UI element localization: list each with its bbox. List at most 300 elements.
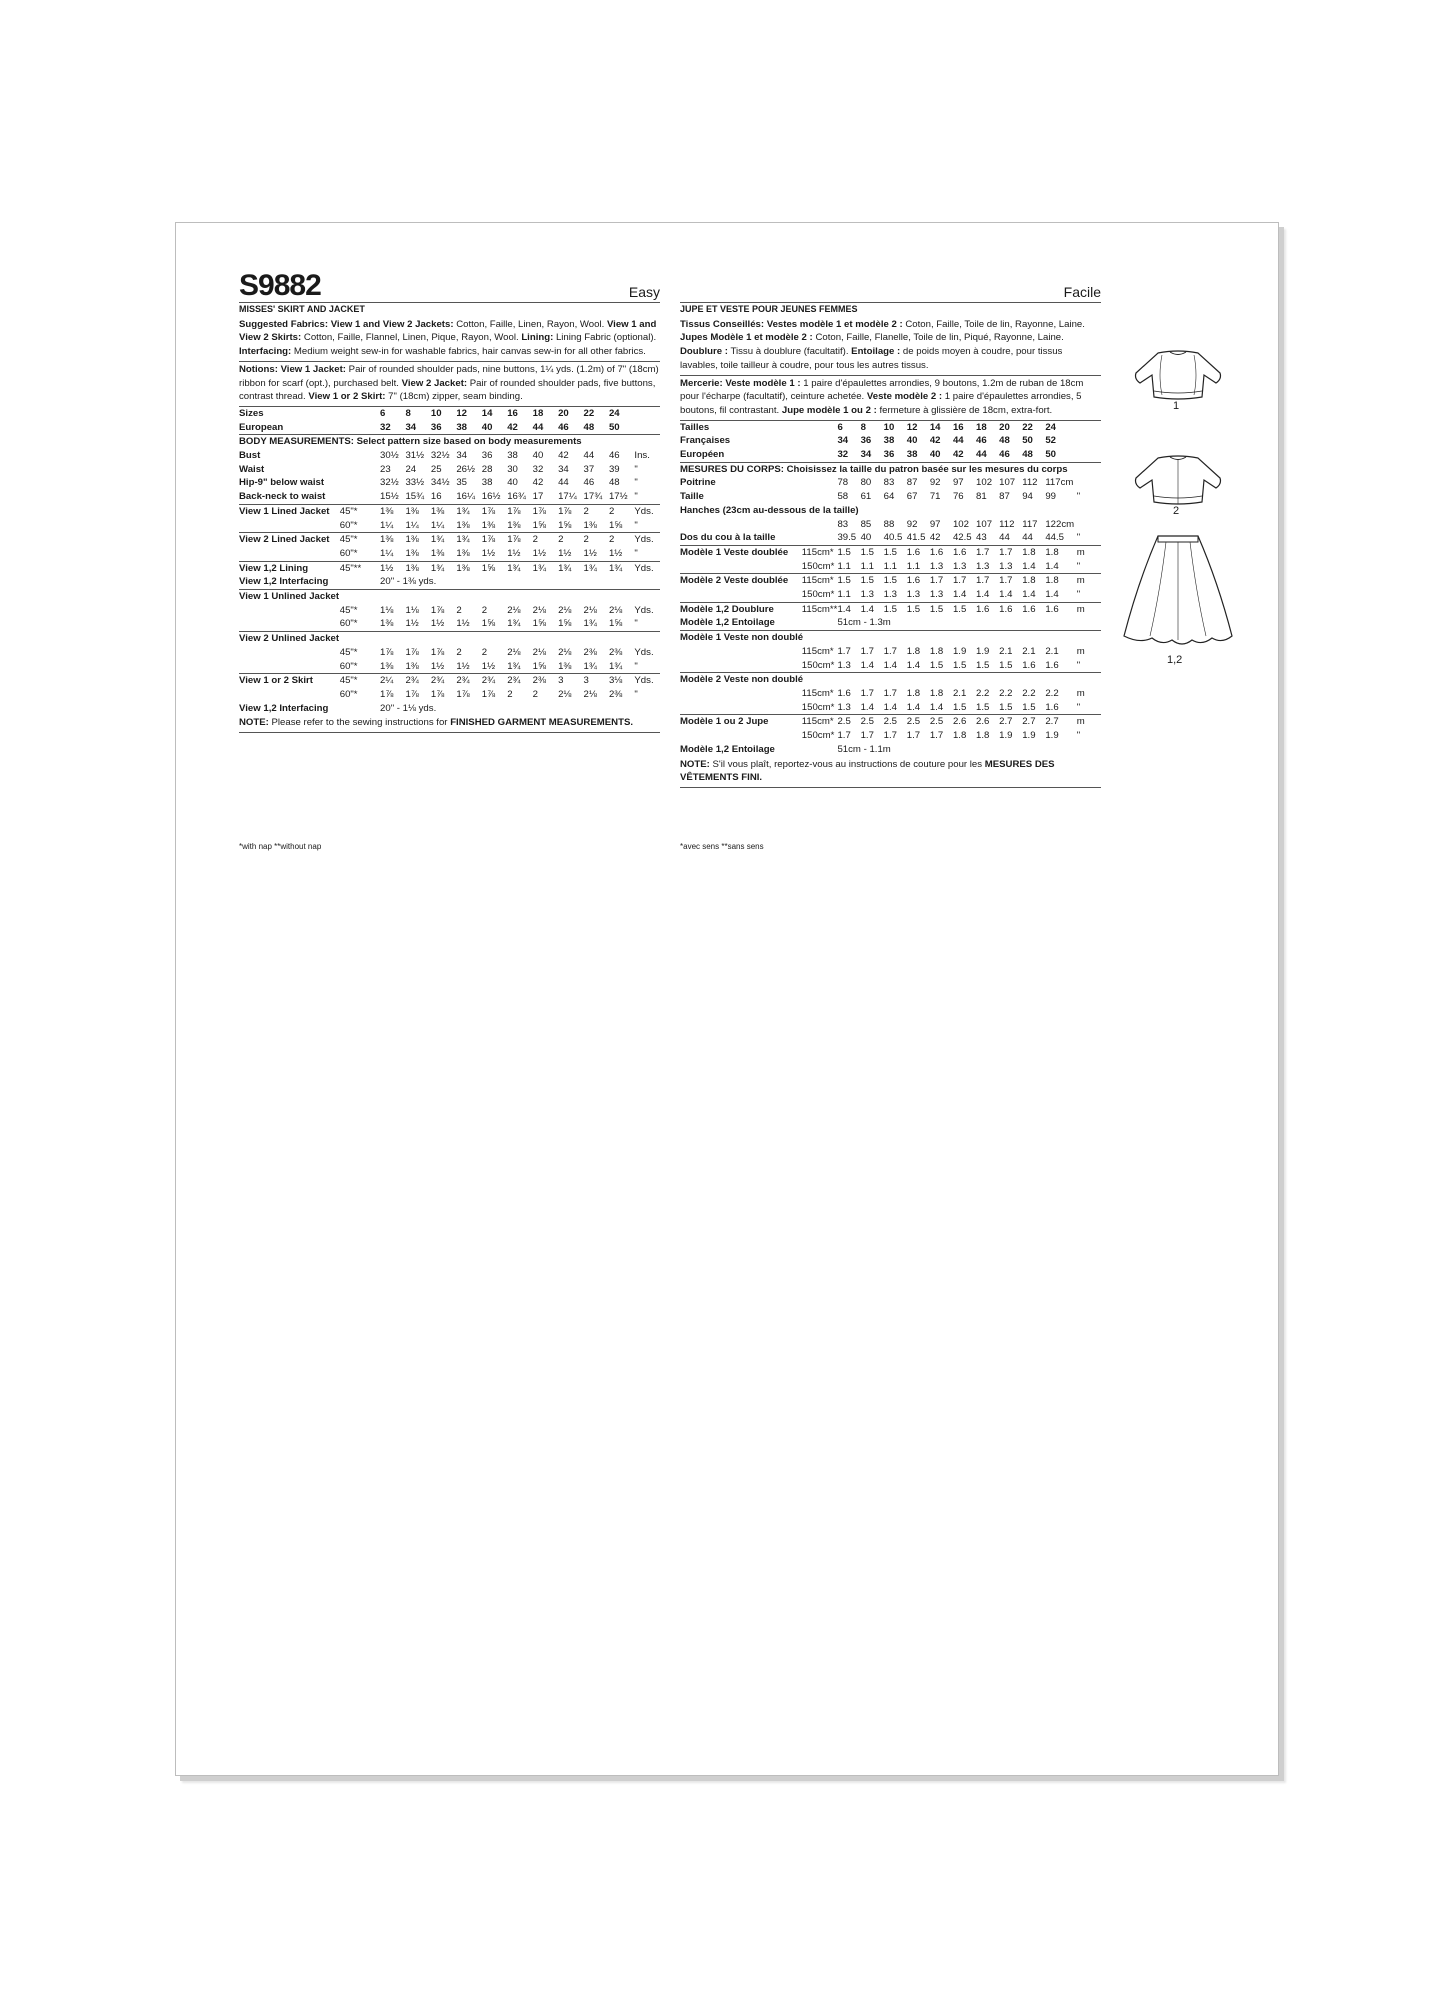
value-cell: 88 bbox=[883, 518, 895, 530]
width-cell: 60"* bbox=[339, 688, 358, 700]
value-cell: 17¾ bbox=[583, 491, 603, 503]
value-cell: 1¾ bbox=[608, 660, 623, 672]
yardage-row bbox=[239, 674, 660, 688]
value-cell: 2.1 bbox=[1045, 645, 1059, 657]
fabrics-label: Suggested Fabrics: View 1 and View 2 Jackets: bbox=[239, 318, 454, 330]
note-label-fr: NOTE: bbox=[680, 758, 710, 770]
value-cell: 1.5 bbox=[907, 602, 930, 616]
width-cell: 150cm* bbox=[801, 730, 835, 742]
value-cell bbox=[1077, 504, 1101, 518]
view-1-label: 1 bbox=[1173, 400, 1180, 412]
width-cell: 150cm* bbox=[801, 589, 835, 601]
value-cell: 1.3 bbox=[883, 589, 897, 601]
lining-label-fr: Doublure : bbox=[680, 346, 728, 358]
value-cell: 92 bbox=[929, 477, 941, 489]
value-cell: 1.4 bbox=[976, 589, 990, 601]
value-cell: 1.4 bbox=[906, 701, 921, 713]
notions bbox=[239, 362, 660, 407]
value-cell: 2⅜ bbox=[533, 674, 558, 688]
yardage-group-label bbox=[680, 631, 1101, 645]
value-cell: 36 bbox=[860, 435, 872, 447]
value-cell: 32½ bbox=[430, 450, 450, 462]
yardage-row bbox=[239, 617, 660, 631]
width-cell bbox=[340, 407, 380, 421]
row-label: View 1 Lined Jacket bbox=[239, 504, 340, 518]
value-cell: 1.5 bbox=[1022, 701, 1036, 713]
yardage-row bbox=[239, 533, 660, 547]
value-cell: 1.6 bbox=[1022, 659, 1036, 671]
lining-text: Lining Fabric (optional). bbox=[555, 332, 657, 344]
view-2-jacket-illustration bbox=[1128, 450, 1228, 510]
value-cell: 2.1 bbox=[1022, 645, 1036, 657]
yardage-amount: 20" - 1⅛ yds. bbox=[380, 702, 437, 714]
english-measurement-table bbox=[239, 407, 660, 715]
value-cell: 1.3 bbox=[929, 560, 944, 572]
body-measurements-title-text: MESURES DU CORPS: Choisissez la taille du patron basée sur les mesures du corps bbox=[680, 462, 1101, 476]
value-cell: 1¾ bbox=[558, 561, 583, 575]
value-cell: 1⅜ bbox=[456, 519, 470, 531]
value-cell: 1⅞ bbox=[380, 646, 394, 658]
value-cell: 2.5 bbox=[907, 715, 930, 729]
value-cell: 1.7 bbox=[883, 687, 897, 699]
width-cell bbox=[802, 531, 838, 545]
notions-label-2-fr: Veste modèle 2 : bbox=[866, 391, 943, 403]
notions-label: Notions: View 1 Jacket: bbox=[239, 363, 346, 375]
value-cell: 52 bbox=[1045, 435, 1056, 447]
value-cell: 1.5 bbox=[976, 701, 990, 713]
yardage-row bbox=[239, 504, 660, 518]
value-cell: m bbox=[1077, 715, 1101, 729]
value-cell: 36 bbox=[430, 421, 442, 433]
row-label bbox=[680, 729, 802, 743]
value-cell: 1.5 bbox=[861, 574, 884, 588]
width-cell bbox=[340, 449, 380, 463]
value-cell: Yds. bbox=[634, 504, 660, 518]
row-label: Hanches (23cm au-dessous de la taille) bbox=[680, 504, 859, 516]
width-cell bbox=[802, 490, 838, 504]
value-cell: 2 bbox=[533, 533, 558, 547]
value-cell: 67 bbox=[906, 491, 918, 503]
value-cell bbox=[1045, 504, 1076, 518]
value-cell: 1⅞ bbox=[430, 688, 445, 700]
value-cell: 1¼ bbox=[430, 519, 445, 531]
value-cell: 1.4 bbox=[906, 659, 921, 671]
interfacing-text: Medium weight sew-in for washable fabrics, hair canvas sew-in for all other fabrics. bbox=[293, 346, 646, 358]
value-cell: 2⅛ bbox=[507, 604, 521, 616]
value-cell: 40 bbox=[481, 421, 493, 433]
value-cell: 117cm bbox=[1045, 477, 1074, 489]
value-cell: 1⅝ bbox=[532, 519, 546, 531]
value-cell: 1.6 bbox=[1045, 602, 1076, 616]
row-label bbox=[239, 688, 340, 702]
value-cell: 22 bbox=[1022, 421, 1033, 433]
value-cell: 2⅛ bbox=[507, 646, 521, 658]
value-cell: " bbox=[1076, 701, 1081, 713]
value-cell: 8 bbox=[405, 407, 411, 419]
value-cell: 2.6 bbox=[953, 715, 976, 729]
value-cell: 2¾ bbox=[482, 674, 507, 688]
width-cell: 115cm* bbox=[802, 574, 838, 588]
value-cell: 40 bbox=[906, 435, 918, 447]
value-cell: 1.7 bbox=[883, 645, 897, 657]
value-cell: 1.9 bbox=[999, 730, 1013, 742]
row-label: Back-neck to waist bbox=[239, 491, 326, 503]
row-label: View 2 Lined Jacket bbox=[239, 533, 340, 547]
value-cell: 1⅝ bbox=[558, 618, 572, 630]
row-label: Modèle 1,2 Entoilage bbox=[680, 617, 775, 629]
value-cell: 2⅛ bbox=[532, 646, 546, 658]
value-cell: 1⅝ bbox=[608, 519, 623, 531]
value-cell: m bbox=[1077, 602, 1101, 616]
value-cell: 1⅞ bbox=[456, 688, 470, 700]
value-cell: 2 bbox=[609, 533, 634, 547]
value-cell: 38 bbox=[906, 449, 918, 461]
width-cell bbox=[802, 434, 838, 448]
row-label: Hip-9" below waist bbox=[239, 477, 325, 489]
value-cell: 1.3 bbox=[999, 560, 1013, 572]
value-cell: 83 bbox=[883, 477, 895, 489]
value-cell: 6 bbox=[837, 421, 843, 433]
notions-fr bbox=[680, 376, 1101, 421]
value-cell: 1½ bbox=[481, 547, 496, 559]
row-label bbox=[680, 588, 802, 602]
value-cell: 2.5 bbox=[930, 715, 953, 729]
value-cell: 1⅜ bbox=[431, 504, 456, 518]
row-label: View 1 or 2 Skirt bbox=[239, 674, 340, 688]
value-cell: 2⅛ bbox=[583, 688, 597, 700]
value-cell: 1⅞ bbox=[380, 688, 394, 700]
value-cell: 1.7 bbox=[837, 730, 851, 742]
value-cell: 1⅞ bbox=[507, 533, 532, 547]
width-cell bbox=[802, 421, 838, 435]
value-cell: 87 bbox=[906, 477, 918, 489]
value-cell: 1⅝ bbox=[482, 561, 507, 575]
value-cell: m bbox=[1076, 687, 1085, 699]
value-cell: 1½ bbox=[456, 618, 470, 630]
row-label: Françaises bbox=[680, 435, 731, 447]
skirt-back-view-icon bbox=[1120, 532, 1236, 650]
value-cell: 44 bbox=[1022, 532, 1033, 544]
value-cell: 39.5 bbox=[837, 532, 857, 544]
value-cell: 1.5 bbox=[930, 602, 953, 616]
row-label: Tailles bbox=[680, 421, 710, 433]
value-cell: 1.4 bbox=[1045, 589, 1059, 601]
value-cell: 46 bbox=[558, 421, 569, 433]
value-cell: 1½ bbox=[380, 561, 405, 575]
value-cell: 1.5 bbox=[837, 574, 860, 588]
value-cell: 1.4 bbox=[952, 589, 967, 601]
view-2-label: 2 bbox=[1173, 505, 1180, 517]
french-column bbox=[680, 278, 1101, 788]
value-cell: 2.7 bbox=[1045, 715, 1076, 729]
value-cell: 1.5 bbox=[929, 659, 944, 671]
value-cell: 34 bbox=[558, 463, 569, 475]
value-cell: 1.1 bbox=[883, 560, 897, 572]
value-cell: 1½ bbox=[532, 547, 546, 559]
value-cell: 48 bbox=[999, 435, 1010, 447]
value-cell: 2.5 bbox=[884, 715, 907, 729]
value-cell: 1.9 bbox=[952, 645, 967, 657]
value-cell: 3 bbox=[558, 674, 583, 688]
pattern-number: S9882 bbox=[239, 269, 321, 302]
value-cell: 1.5 bbox=[976, 659, 990, 671]
value-cell: 2.2 bbox=[999, 687, 1013, 699]
value-cell: 1¾ bbox=[609, 561, 634, 575]
width-cell bbox=[340, 490, 380, 504]
interfacing-label-fr: Entoilage : bbox=[851, 346, 901, 358]
value-cell: 1.5 bbox=[884, 545, 907, 559]
yardage-amount: 51cm - 1.1m bbox=[837, 743, 891, 755]
value-cell: 92 bbox=[906, 518, 918, 530]
value-cell: 30½ bbox=[380, 450, 399, 462]
yardage-row bbox=[239, 547, 660, 561]
value-cell: Yds. bbox=[634, 533, 660, 547]
value-cell: 2.6 bbox=[976, 715, 999, 729]
value-cell: 1.5 bbox=[861, 545, 884, 559]
note-text-fr: S'il vous plaît, reportez-vous au instructions de couture pour les bbox=[712, 758, 983, 770]
value-cell: 1.4 bbox=[1045, 560, 1059, 572]
yardage-row bbox=[680, 659, 1101, 673]
value-cell: 1.7 bbox=[860, 687, 874, 699]
english-column bbox=[239, 269, 660, 733]
value-cell: 42 bbox=[929, 435, 941, 447]
value-cell: " bbox=[634, 660, 638, 672]
notions-text-3-fr: fermeture à glissière de 18cm, extra-fort. bbox=[879, 404, 1053, 416]
value-cell: 1.8 bbox=[976, 730, 990, 742]
value-cell: 2 bbox=[507, 688, 513, 700]
value-cell: 1⅜ bbox=[507, 519, 521, 531]
value-cell: 2.5 bbox=[837, 715, 860, 729]
value-cell: 43 bbox=[976, 532, 987, 544]
pattern-title: MISSES' SKIRT AND JACKET bbox=[239, 304, 365, 314]
width-cell: 45"* bbox=[340, 504, 380, 518]
value-cell: m bbox=[1077, 574, 1101, 588]
value-cell: 2 bbox=[456, 604, 462, 616]
row-label: Modèle 1 Veste doublée bbox=[680, 545, 802, 559]
row-label bbox=[239, 660, 340, 674]
value-cell: 1¾ bbox=[507, 618, 521, 630]
value-cell: 1.4 bbox=[883, 701, 897, 713]
value-cell: 30 bbox=[507, 463, 518, 475]
value-cell: 1½ bbox=[558, 547, 572, 559]
yardage-group-label-text: View 2 Unlined Jacket bbox=[239, 632, 660, 646]
value-cell: 2 bbox=[481, 646, 488, 658]
value-cell: 2⅛ bbox=[608, 604, 623, 616]
yardage-group-label-text: View 1 Unlined Jacket bbox=[239, 590, 660, 604]
value-cell: 1.5 bbox=[837, 545, 860, 559]
value-cell: 1.7 bbox=[999, 545, 1022, 559]
value-cell: 20 bbox=[999, 421, 1010, 433]
value-cell: 44 bbox=[952, 435, 964, 447]
value-cell: 1.1 bbox=[837, 560, 851, 572]
row-label bbox=[680, 659, 802, 673]
width-cell: 45"* bbox=[340, 674, 380, 688]
value-cell: 1⅞ bbox=[507, 504, 532, 518]
value-cell: 42 bbox=[929, 532, 941, 544]
value-cell: 16 bbox=[507, 407, 518, 419]
value-cell: 31½ bbox=[405, 450, 425, 462]
row-label: Bust bbox=[239, 450, 261, 462]
value-cell: 18 bbox=[976, 421, 987, 433]
value-cell: 1⅜ bbox=[380, 618, 394, 630]
note-label: NOTE: bbox=[239, 717, 269, 729]
value-cell: 6 bbox=[380, 407, 386, 419]
value-cell: 1.8 bbox=[906, 645, 921, 657]
value-cell: 122cm bbox=[1045, 518, 1075, 530]
value-cell: 1.6 bbox=[953, 545, 976, 559]
english-note bbox=[239, 715, 660, 733]
value-cell: 1⅞ bbox=[430, 604, 445, 616]
value-cell bbox=[634, 421, 660, 435]
body-measurement-row bbox=[680, 504, 1101, 518]
value-cell: 44 bbox=[532, 421, 544, 433]
value-cell: 1⅜ bbox=[405, 561, 430, 575]
yardage-row bbox=[239, 604, 660, 618]
value-cell: " bbox=[1076, 560, 1081, 572]
value-cell bbox=[907, 504, 930, 518]
value-cell: 46 bbox=[608, 450, 620, 462]
value-cell: 1⅜ bbox=[405, 504, 430, 518]
value-cell: " bbox=[634, 463, 638, 475]
value-cell: " bbox=[1076, 659, 1081, 671]
body-measurements-title bbox=[239, 435, 660, 449]
notions-text-3: 7" (18cm) zipper, seam binding. bbox=[388, 391, 523, 403]
value-cell: 16 bbox=[430, 491, 442, 503]
value-cell bbox=[1077, 434, 1101, 448]
yardage-amount: 20" - 1⅜ yds. bbox=[380, 576, 437, 588]
value-cell: 2 bbox=[584, 533, 609, 547]
width-cell: 115cm* bbox=[802, 715, 838, 729]
value-cell: 1.8 bbox=[1022, 574, 1045, 588]
french-header bbox=[680, 278, 1101, 303]
value-cell bbox=[634, 407, 660, 421]
row-label bbox=[239, 646, 340, 660]
difficulty-label: Easy bbox=[628, 284, 660, 301]
width-cell: 115cm** bbox=[801, 603, 838, 615]
value-cell: 39 bbox=[608, 463, 620, 475]
body-measurement-row bbox=[680, 476, 1101, 490]
value-cell: 1.6 bbox=[907, 574, 930, 588]
value-cell: 16 bbox=[952, 421, 964, 433]
row-label bbox=[680, 645, 802, 659]
value-cell: 1.7 bbox=[953, 574, 976, 588]
value-cell: Yds. bbox=[634, 604, 654, 616]
value-cell: 1.7 bbox=[976, 545, 999, 559]
value-cell: 44 bbox=[999, 532, 1010, 544]
width-cell bbox=[802, 476, 838, 490]
value-cell: 1.7 bbox=[999, 574, 1022, 588]
notions-label-3-fr: Jupe modèle 1 ou 2 : bbox=[781, 404, 877, 416]
value-cell: 34 bbox=[456, 450, 468, 462]
value-cell: 34½ bbox=[430, 477, 450, 489]
value-cell: 17¼ bbox=[558, 491, 577, 503]
lining-label: Lining: bbox=[521, 332, 554, 344]
value-cell: 2.7 bbox=[999, 715, 1022, 729]
value-cell bbox=[1077, 448, 1101, 462]
value-cell: 44 bbox=[583, 450, 595, 462]
width-cell: 45"* bbox=[340, 533, 380, 547]
value-cell: 1.6 bbox=[907, 545, 930, 559]
yardage-row bbox=[680, 701, 1101, 715]
yardage-row bbox=[680, 574, 1101, 588]
body-measurement-row bbox=[239, 463, 660, 477]
value-cell: 2⅜ bbox=[608, 688, 623, 700]
value-cell: 1.4 bbox=[860, 659, 874, 671]
value-cell: 38 bbox=[883, 435, 895, 447]
value-cell: 2.1 bbox=[952, 687, 967, 699]
difficulty-label-fr: Facile bbox=[1063, 284, 1101, 301]
value-cell: 112 bbox=[999, 518, 1015, 530]
value-cell: Yds. bbox=[634, 646, 654, 658]
yardage-row bbox=[680, 729, 1101, 743]
value-cell: 41.5 bbox=[906, 532, 926, 544]
value-cell: 117 bbox=[1022, 518, 1038, 530]
value-cell: 35 bbox=[456, 477, 468, 489]
suggested-fabrics-fr bbox=[680, 317, 1101, 376]
value-cell: 1.5 bbox=[952, 659, 967, 671]
value-cell: 1⅞ bbox=[482, 504, 507, 518]
value-cell: 83 bbox=[837, 518, 849, 530]
row-label: Modèle 1,2 Doublure bbox=[680, 602, 802, 616]
value-cell: 20 bbox=[558, 407, 569, 419]
row-label: Modèle 2 Veste doublée bbox=[680, 574, 802, 588]
width-cell: 45"* bbox=[339, 604, 358, 616]
value-cell: 2 bbox=[456, 646, 462, 658]
row-label: Modèle 1 ou 2 Jupe bbox=[680, 715, 802, 729]
row-label: View 1,2 Interfacing bbox=[239, 576, 329, 588]
row-label: Sizes bbox=[239, 407, 264, 419]
row-label: Poitrine bbox=[680, 477, 716, 489]
value-cell: 2.7 bbox=[1022, 715, 1045, 729]
value-cell: 64 bbox=[883, 491, 895, 503]
value-cell: 2.2 bbox=[1022, 687, 1036, 699]
value-cell: 8 bbox=[860, 421, 866, 433]
value-cell: 40 bbox=[507, 477, 518, 489]
value-cell bbox=[976, 504, 999, 518]
value-cell: 1⅝ bbox=[608, 618, 623, 630]
width-cell: 150cm* bbox=[801, 701, 835, 713]
value-cell: 1⅜ bbox=[430, 547, 445, 559]
value-cell: 1.3 bbox=[906, 589, 921, 601]
note-bold-text-fr: MESURES DES VÊTEMENTS FINI. bbox=[680, 758, 1055, 784]
european-sizes-row bbox=[680, 448, 1101, 462]
value-cell: 1¼ bbox=[380, 519, 394, 531]
yardage-amount: 51cm - 1.3m bbox=[837, 617, 891, 629]
value-cell: 1.4 bbox=[999, 589, 1013, 601]
value-cell: 1.1 bbox=[860, 560, 874, 572]
value-cell: 15½ bbox=[380, 491, 399, 503]
width-cell bbox=[340, 476, 380, 490]
value-cell: 1.8 bbox=[1045, 574, 1076, 588]
notions-text: Pair of rounded shoulder pads, nine buttons, 1¼ yds. (1.2m) of 7" (18cm) ribbon for scarf (opt.), purchased belt. bbox=[239, 363, 659, 389]
value-cell: 1⅜ bbox=[380, 660, 394, 672]
value-cell: " bbox=[1076, 589, 1081, 601]
value-cell: " bbox=[634, 688, 638, 700]
width-cell: 115cm* bbox=[802, 545, 838, 559]
sizes-row bbox=[239, 407, 660, 421]
interfacing-text-fr: de poids moyen à coudre, pour tissus lavables, toile tailleur à coudre, pour tous les autres tissus. bbox=[680, 346, 1063, 371]
value-cell: 16½ bbox=[481, 491, 501, 503]
jacket-back-view-1-icon bbox=[1128, 345, 1228, 405]
value-cell: 32 bbox=[837, 449, 849, 461]
value-cell: 1.5 bbox=[999, 659, 1013, 671]
value-cell: 50 bbox=[1022, 435, 1033, 447]
value-cell bbox=[861, 504, 884, 518]
value-cell: 1.9 bbox=[1045, 730, 1059, 742]
value-cell bbox=[999, 504, 1022, 518]
width-cell: 60"* bbox=[339, 660, 358, 672]
width-cell: 60"* bbox=[339, 519, 358, 531]
